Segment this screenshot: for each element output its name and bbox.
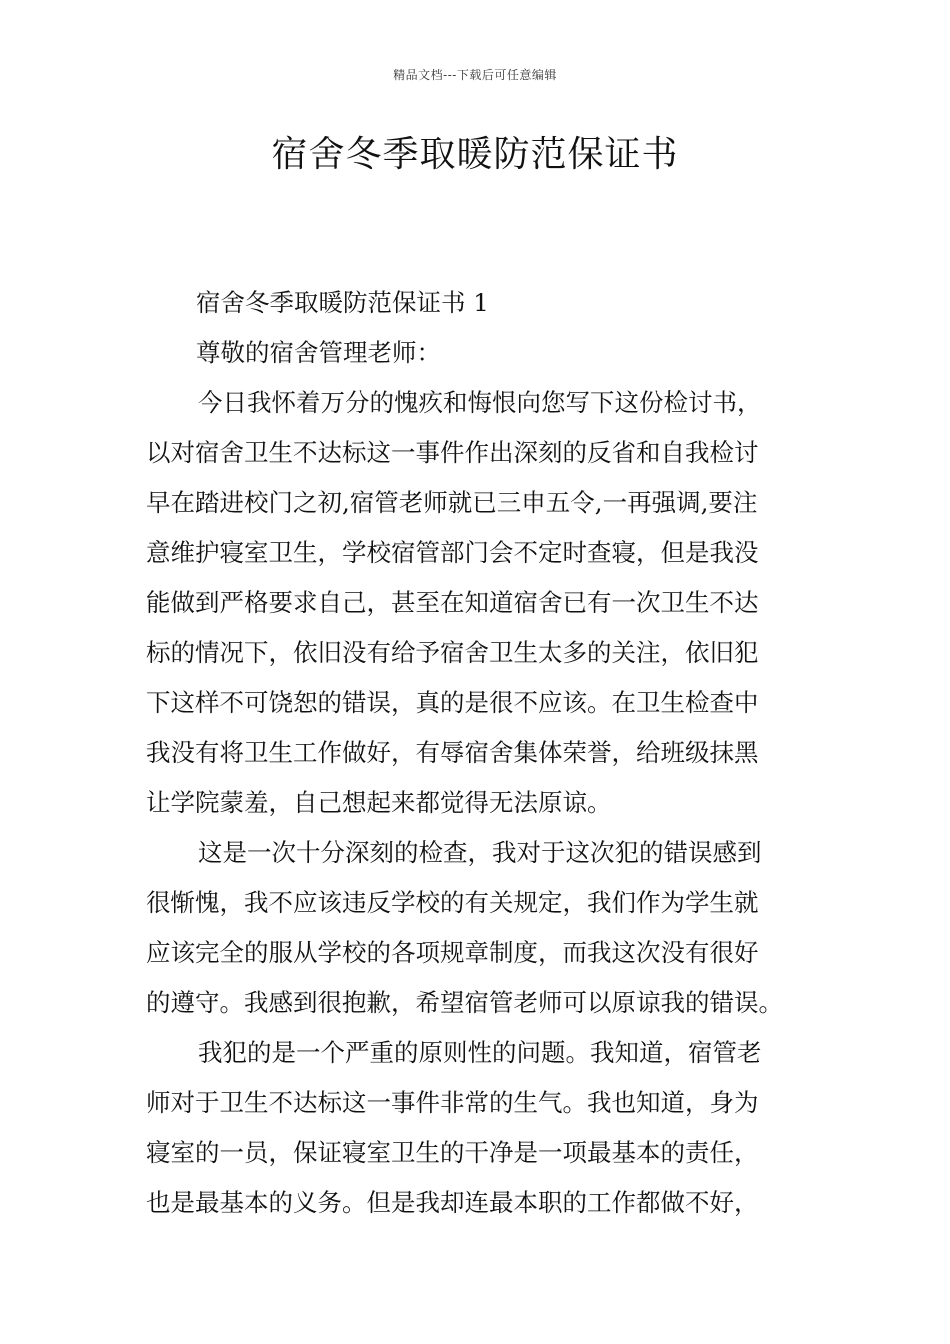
- paragraph-line: 师对于卫生不达标这一事件非常的生气。我也知道，身为: [146, 1088, 759, 1117]
- paragraph-line: 标的情况下，依旧没有给予宿舍卫生太多的关注，依旧犯: [146, 638, 759, 667]
- paragraph-line: 以对宿舍卫生不达标这一事件作出深刻的反省和自我检讨: [146, 438, 759, 467]
- paragraph-line: 寝室的一员，保证寝室卫生的干净是一项最基本的责任，: [146, 1138, 759, 1167]
- paragraph-line: 早在踏进校门之初,宿管老师就已三申五令,一再强调,要注: [146, 488, 758, 517]
- paragraph-line: 我没有将卫生工作做好，有辱宿舍集体荣誉，给班级抹黑: [146, 738, 759, 767]
- paragraph-line: 的遵守。我感到很抱歉，希望宿管老师可以原谅我的错误。: [146, 988, 783, 1017]
- paragraph-line: 意维护寝室卫生，学校宿管部门会不定时查寝，但是我没: [146, 538, 759, 567]
- paragraph-line: 今日我怀着万分的愧疚和悔恨向您写下这份检讨书，: [198, 388, 762, 417]
- salutation: 尊敬的宿舍管理老师：: [196, 338, 441, 367]
- paragraph-line: 下这样不可饶恕的错误，真的是很不应该。在卫生检查中: [146, 688, 759, 717]
- section-heading: 宿舍冬季取暖防范保证书 1: [196, 288, 489, 317]
- paragraph-line: 我犯的是一个严重的原则性的问题。我知道，宿管老: [198, 1038, 762, 1067]
- paragraph-line: 应该完全的服从学校的各项规章制度，而我这次没有很好: [146, 938, 759, 967]
- paragraph-line: 让学院蒙羞，自己想起来都觉得无法原谅。: [146, 788, 612, 817]
- document-title: 宿舍冬季取暖防范保证书: [271, 134, 679, 175]
- paragraph-line: 很惭愧，我不应该违反学校的有关规定，我们作为学生就: [146, 888, 759, 917]
- header-note: 精品文档---下载后可任意编辑: [393, 68, 557, 82]
- paragraph-line: 能做到严格要求自己，甚至在知道宿舍已有一次卫生不达: [146, 588, 759, 617]
- document-body: [146, 278, 808, 1228]
- paragraph-line: 这是一次十分深刻的检查，我对于这次犯的错误感到: [198, 838, 762, 867]
- paragraph-line: 也是最基本的义务。但是我却连最本职的工作都做不好，: [146, 1188, 759, 1217]
